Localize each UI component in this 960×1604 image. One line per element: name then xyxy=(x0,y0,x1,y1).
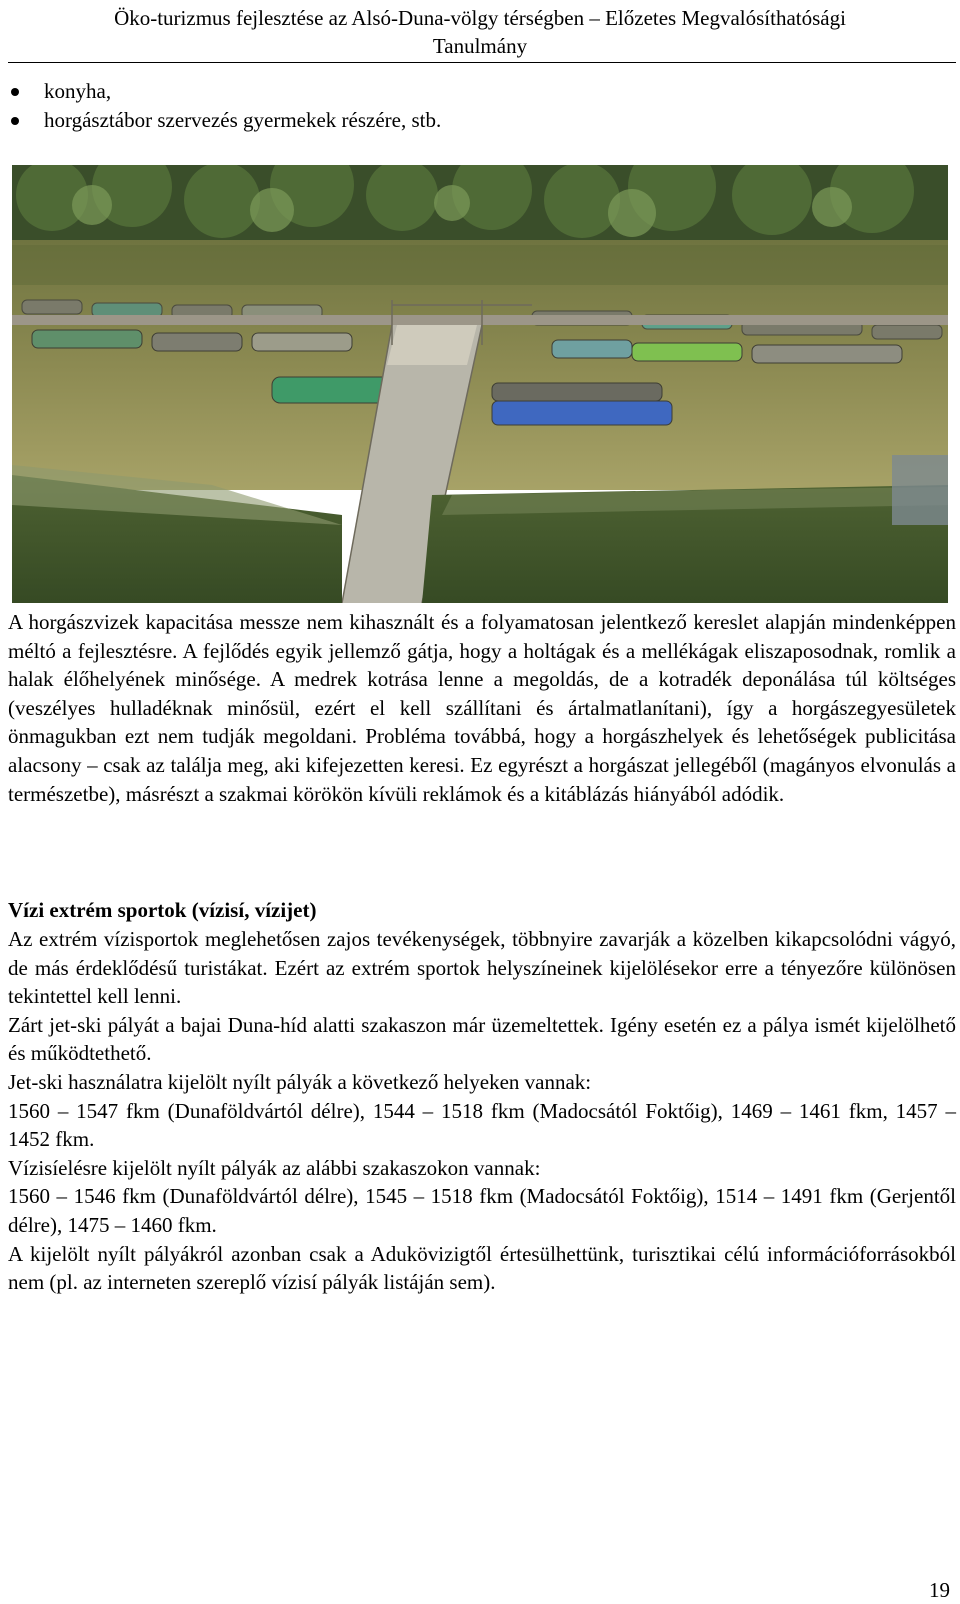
bullet-list xyxy=(8,77,948,135)
header-rule xyxy=(8,62,956,63)
section-paragraph: A kijelölt nyílt pályákról azonban csak a Adukövizigtől értesülhettünk, turisztikai célú információforrásokból nem (pl. az interneten szereplő vízisí pályák listáján sem). xyxy=(8,1241,956,1295)
section-paragraph: Zárt jet-ski pályát a bajai Duna-híd alatti szakaszon már üzemeltettek. Igény esetén ez a pálya ismét kijelölhető és működtethető. xyxy=(8,1012,956,1066)
bullet-dot-icon xyxy=(11,117,19,125)
header-title-line-2: Tanulmány xyxy=(432,34,528,58)
fishing-harbour-photo xyxy=(12,165,948,603)
paragraph-fishing-waters: A horgászvizek kapacitása messze nem kihasznált és a folyamatosan jelentkező kereslet alapján mindenképpen méltó a fejlesztésre. A fejlődés egyik jellemző gátja, hogy a holtágak és a mellékágak eliszaposodnak, romlik a halak élőhelyének minősége. A medrek kotrása lenne a megoldás, de a kotradék deponálása túl költséges (veszélyes hulladéknak minősül, ezért el kell szállítani és ártalmatlanítani), így a horgászegyesületek önmagukban ezt nem tudják megoldani. Probléma továbbá, hogy a horgászhelyek és lehetőségek publicitása alacsony – csak az találja meg, aki kifejezetten keresi. Ez egyrészt a horgászat jellegéből (magányos elvonulás a természetbe), másrészt a szakmai körökön kívüli reklámok és a kitáblázás hiányából adódik. xyxy=(8,610,956,806)
section-paragraph: Az extrém vízisportok meglehetősen zajos tevékenységek, többnyire zavarják a közelben kikapcsolódni vágyó, de más érdeklődésű turistákat. Ezért az extrém sportok helyszíneinek kijelölésekor erre a tényezőre különösen tekintettel kell lenni. xyxy=(8,927,956,1009)
section-paragraph: Jet-ski használatra kijelölt nyílt pályák a következő helyeken vannak: xyxy=(8,1069,592,1094)
section-body xyxy=(8,925,956,1297)
bullet-item: horgásztábor szervezés gyermekek részére, stb. xyxy=(8,106,948,135)
bullet-dot-icon xyxy=(11,88,19,96)
header-title-line-1: Öko-turizmus fejlesztése az Alsó-Duna-völgy térségben – Előzetes Megvalósíthatósági xyxy=(114,6,846,30)
page-header xyxy=(0,4,960,60)
bullet-item: konyha, xyxy=(8,77,948,106)
section-heading: Vízi extrém sportok (vízisí, vízijet) xyxy=(8,898,317,922)
section-paragraph: 1560 – 1547 fkm (Dunaföldvártól délre), 1544 – 1518 fkm (Madocsától Foktőig), 1469 – 1461 fkm, 1457 – 1452 fkm. xyxy=(8,1098,956,1152)
page-number: 19 xyxy=(929,1578,950,1602)
section-paragraph: 1560 – 1546 fkm (Dunaföldvártól délre), 1545 – 1518 fkm (Madocsától Foktőig), 1514 – 1491 fkm (Gerjentől délre), 1475 – 1460 fkm. xyxy=(8,1184,956,1237)
section-paragraph: Vízisíelésre kijelölt nyílt pályák az alábbi szakaszokon vannak: xyxy=(8,1155,541,1180)
